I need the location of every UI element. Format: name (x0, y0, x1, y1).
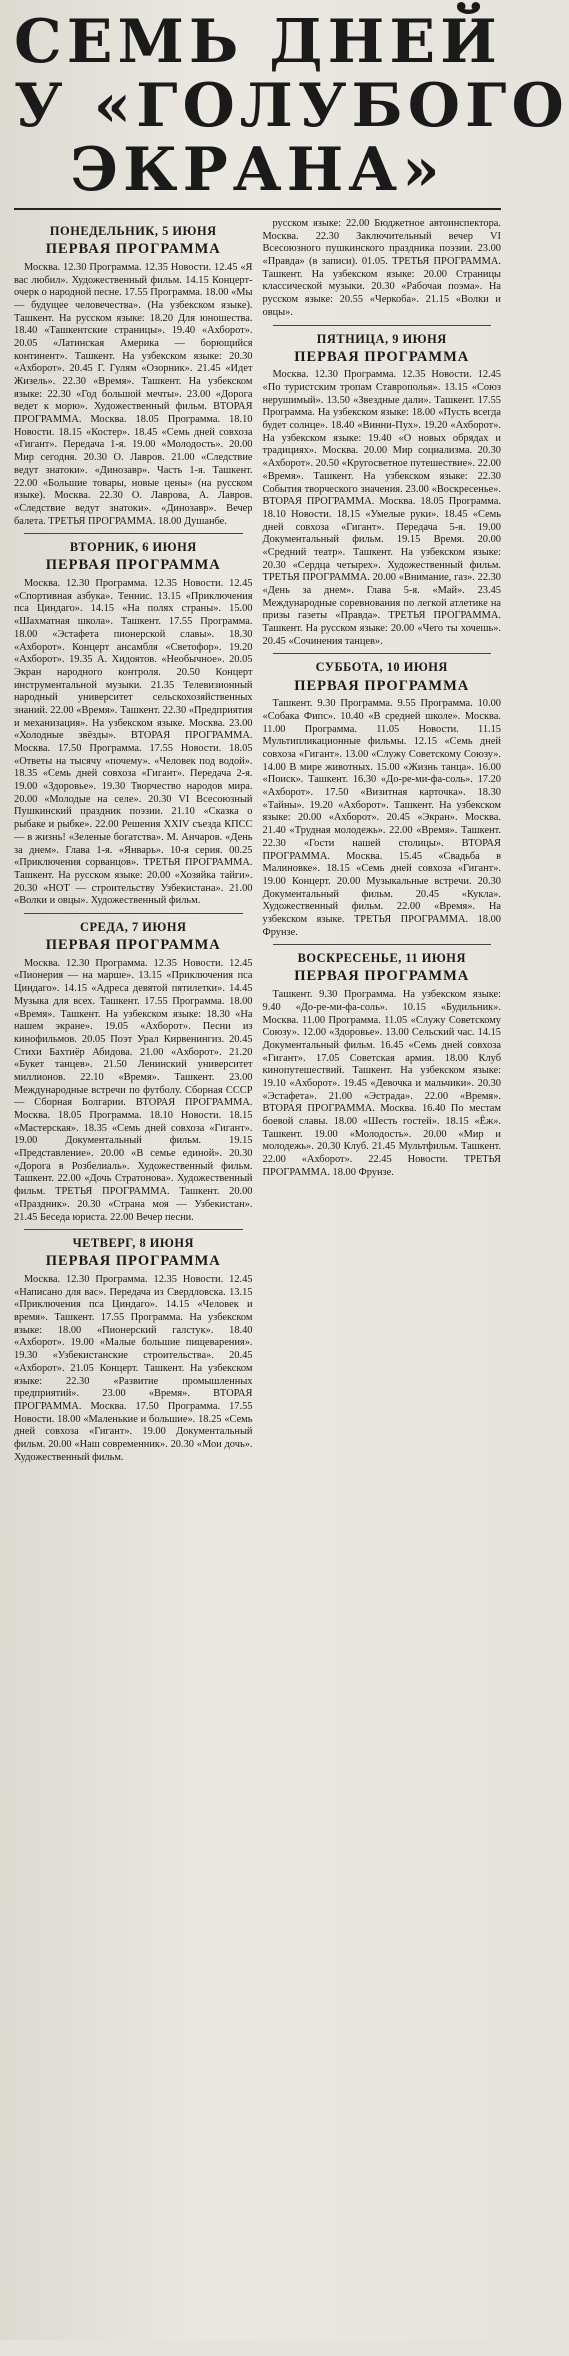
schedule-text: Москва. 12.30 Программа. 12.35 Новости. 12.45 «Я вас любил». Художественный фильм. 14.15 Концерт-очерк о народной песне. 17.55 Программа. 18.00 «Мы — будущее человечества». (На узбекском языке). Ташкент. На русском языке: 18.20 Для юношества. 18.40 «Ташкентские страницы». 19.40 «Ахборот». 20.05 «Латинская Америка — борющийся континент». Ташкент. На узбекском языке: 20.30 «Ахборот». 20.45 Г. Гулям «Озорник». 21.45 «Идет Жизель». 22.30 «Время». Ташкент. На узбекском языке: 22.30 «Год большой мечты». 23.00 «Дорога ведет к морю». Художественный фильм. ВТОРАЯ ПРОГРАММА. Москва. 18.05 Программа. 18.10 Новости. 18.15 «Костер». 18.45 «Семь дней совхоза «Гигант». Передача 1-я. 19.00 «Молодость». 20.00 Мир сегодня. 20.30 О. Лавров. 21.00 «Следствие ведут знатоки». «Динозавр». Часть 1-я. Ташкент. 22.00 «Большие товары, новые цены» (на русском языке). Москва. 22.30 О. Лаврова, А. Лавров. «Следствие ведут знатоки». «Динозавр». Вечер балета. ТРЕТЬЯ ПРОГРАММА. 18.00 Душанбе. (14, 261, 253, 527)
program-heading: ПЕРВАЯ ПРОГРАММА (45, 557, 221, 574)
section-divider (273, 653, 492, 654)
section-divider (273, 944, 492, 945)
section-divider (24, 533, 243, 534)
day-heading: ВТОРНИК, 6 ИЮНЯ (69, 540, 197, 555)
schedule-text: Москва. 12.30 Программа. 12.35 Новости. 12.45 «Спортивная азбука». Теннис. 13.15 «Приключения пса Циндаго». 14.15 «На полях страны». 15.00 «Шахматная школа». Ташкент. 17.55 Программа. 18.00 «Эстафета пионерской славы». 18.30 «Ахборот». Концерт ансамбля «Светофор». 19.20 «Ахборот». 19.35 А. Хидоятов. «Необычное». 20.05 Экран народного контроля. 20.50 Концерт инструментальной музыки. 21.35 Телевизионный народный университет сельскохозяйственных знаний. 22.00 «Время». Ташкент. 22.30 «Предприятия и механизация». На узбекском языке. Москва. 23.00 «Холодные звёзды». ВТОРАЯ ПРОГРАММА. Москва. 17.50 Программа. 17.55 Новости. 18.05 «Ответы на тысячу «почему». «Человек под водой». 18.35 «Семь дней совхоза «Гигант». Передача 2-я. 19.00 «Здоровье». 19.30 Творчество народов мира. 20.00 «Молодые на селе». 20.30 VI Всесоюзный Пушкинский праздник поэзии. 21.10 «Сказка о рыбаке и рыбке». 22.00 Решения XXIV съезда КПСС — в жизнь! «Зеленые богатства». М. Анчаров. «День за днем». Глава 1-я. «Январь». 10-я серия. 00.25 «Приключения сорванцов». ТРЕТЬЯ ПРОГРАММА. Ташкент. На русском языке: 20.00 «Хозяйка тайги». 20.30 «НОТ — строительству Узбекистана». 21.00 «Волки и овцы». Художественный фильм. (14, 578, 253, 907)
day-heading: СРЕДА, 7 ИЮНЯ (80, 919, 187, 934)
day-heading: ВОСКРЕСЕНЬЕ, 11 ИЮНЯ (297, 951, 466, 966)
program-heading: ПЕРВАЯ ПРОГРАММА (45, 937, 221, 954)
day-heading: ПЯТНИЦА, 9 ИЮНЯ (316, 331, 447, 346)
masthead (14, 7, 569, 210)
headline-line-3: ЭКРАНА» (70, 135, 445, 205)
program-heading: ПЕРВАЯ ПРОГРАММА (45, 1253, 221, 1270)
section-divider (24, 913, 243, 914)
schedule-text: Ташкент. 9.30 Программа. 9.55 Программа. 10.00 «Собака Фипс». 10.40 «В средней школе». Москва. 11.00 Программа. 11.05 Новости. 11.15 Мультипликационные фильмы. 12.15 «Семь дней совхоза «Гигант». 13.00 «Служу Советскому Союзу». 14.00 В мире животных. 15.00 «Жизнь танца». 16.00 «Поиск». Ташкент. 16.30 «До-ре-ми-фа-соль». 17.20 «Ахборот». 17.50 «Визитная карточка». 18.30 «Тайны». 19.20 «Ахборот». Ташкент. На узбекском языке: 20.00 «Ахборот». 20.45 «Экран». Москва. 21.40 «Трудная молодежь». 22.00 «Время». Ташкент. 22.30 «Гости нашей столицы». ВТОРАЯ ПРОГРАММА. Москва. 15.45 «Свадьба в Малиновке». 18.15 «Семь дней совхоза «Гигант». 19.00 Концерт. 20.00 Музыкальные встречи. 20.30 Документальный фильм. 20.45 «Кукла». Художественный фильм. 22.00 «Время». На узбекском языке. ТРЕТЬЯ ПРОГРАММА. 18.00 Фрунзе. (262, 698, 501, 938)
listing-columns (14, 218, 501, 2356)
schedule-text: Москва. 12.30 Программа. 12.35 Новости. 12.45 «По туристским тропам Ставрополья». 13.15 «Союз нерушимый». 13.50 «Звездные дали». Ташкент. 17.55 Программа. На узбекском языке: 18.00 «Пусть всегда будет солнце». 18.40 «Винни-Пух». 19.20 «Ахборот». На узбекском языке: 19.40 «О новых обрядах и традициях». Москва. 20.00 Мир социализма. 20.30 «Ахборот». 20.50 «Кругосветное путешествие». 22.00 «Время». Ташкент. На узбекском языке: 22.30 События творческого значения. 23.00 «Воскресенье». ВТОРАЯ ПРОГРАММА. Москва. 18.05 Программа. 18.10 Новости. 18.15 «Умелые руки». 18.45 «Семь дней совхоза «Гигант». Передача 5-я. 19.00 Документальный фильм. 19.15 Время. 20.00 «Средний театр». Ташкент. На узбекском языке: 20.30 «Сердца четырех». Художественный фильм. ТРЕТЬЯ ПРОГРАММА. 20.00 «Внимание, газ». 22.30 «День за днем». Глава 5-я. «Май». 23.45 Международные соревнования по легкой атлетике на призы газеты «Правда». ТРЕТЬЯ ПРОГРАММА. Ташкент. На русском языке: 20.00 «Чего ты хочешь». 20.45 «Сочинения танцев». (262, 369, 501, 647)
day-heading: ЧЕТВЕРГ, 8 ИЮНЯ (72, 1236, 194, 1251)
right-column (263, 218, 502, 2356)
schedule-text: Москва. 12.30 Программа. 12.35 Новости. 12.45 «Пионерия — на марше». 13.15 «Приключения пса Циндаго». 14.15 «Адреса девятой пятилетки». 14.45 Музыка для всех. Ташкент. 17.55 Программа. 18.00 «Время». Ташкент. На узбекском языке: 18.30 «На нашем экране». 19.05 «Ахборот». Песни из кинофильмов. 20.05 Поэт Урал Кирвенингиз. 20.45 Стихи Бахтиёр Абидова. 21.00 «Ахборот». 21.20 «Букет танцев». 21.50 Ленинский университет миллионов. 22.10 «Время». Ташкент. 23.00 Международные встречи по футболу. Сборная СССР — Сборная Болгарии. ВТОРАЯ ПРОГРАММА. Москва. 18.05 Программа. 18.10 Новости. 18.15 «Мастерская». 18.35 «Семь дней совхоза «Гигант». 19.00 Документальный фильм. 19.15 «Представление». 20.00 «В семье единой». 20.30 «Дорога в Розбелиаль». Художественный фильм. Ташкент. 22.00 «Дочь Стратонова». Художественный фильм. ТРЕТЬЯ ПРОГРАММА. Ташкент. 20.00 «Праздник». 20.30 «Страна моя — Узбекистан». 21.45 Беседа юриста. 22.00 Вечер песни. (14, 957, 253, 1223)
program-heading: ПЕРВАЯ ПРОГРАММА (294, 348, 470, 365)
program-heading: ПЕРВАЯ ПРОГРАММА (294, 677, 470, 694)
left-column (14, 218, 253, 2356)
headline-line-1: СЕМЬ ДНЕЙ (14, 7, 502, 77)
day-heading: ПОНЕДЕЛЬНИК, 5 ИЮНЯ (49, 224, 217, 238)
program-heading: ПЕРВАЯ ПРОГРАММА (294, 968, 470, 985)
day-heading: СУББОТА, 10 ИЮНЯ (315, 660, 448, 675)
schedule-text: русском языке: 22.00 Бюджетное автоинспектора. Москва. 22.30 Заключительный вечер VI Всесоюзного пушкинского праздника поэзии. 23.00 «Правда» (в записи). 01.05. ТРЕТЬЯ ПРОГРАММА. Ташкент. На узбекском языке: 20.00 Страницы классической музыки. 20.30 «Рабочая поэма». На русском языке: 20.55 «Черкоба». 21.15 «Волки и овцы». (262, 218, 501, 318)
schedule-text: Ташкент. 9.30 Программа. На узбекском языке: 9.40 «До-ре-ми-фа-соль». 10.15 «Будильник». Москва. 11.00 Программа. 11.05 «Служу Советскому Союзу». 12.00 «Здоровье». 13.00 Сельский час. 14.15 Документальный фильм. 16.45 «Семь дней совхоза «Гигант». 17.05 Советская армия. 18.00 Клуб кинопутешествий. Ташкент. На узбекском языке: 19.10 «Ахборот». 19.45 «Девочка и мальчики». 20.30 «Эстафета». 21.00 «Эстрада». 22.00 «Время». ВТОРАЯ ПРОГРАММА. Москва. 16.40 По местам боевой славы. 18.00 «Шесть гостей». 18.15 «Ёж». Ташкент. 19.00 «Молодость». 20.00 «Мир и молодежь». 20.30 Клуб. 21.45 Мультфильм. Ташкент. 22.00 «Ахборот». 22.45 Новости. ТРЕТЬЯ ПРОГРАММА. 18.00 Фрунзе. (262, 989, 501, 1178)
section-divider (24, 1229, 243, 1230)
section-divider (273, 325, 492, 326)
schedule-text: Москва. 12.30 Программа. 12.35 Новости. 12.45 «Написано для вас». Передача из Свердловска. 13.15 «Приключения пса Циндаго». 14.15 «Человек и время». Ташкент. 17.55 Программа. На узбекском языке: 18.00 «Пионерский галстук». 18.40 «Ахборот». 19.00 «Малые большие пищеварения». 19.30 «Узбекистанские строительства». 20.45 «Ахборот». 21.05 Концерт. Ташкент. На узбекском языке: 22.30 «Развитие промышленных предприятий». 23.00 «Время». ВТОРАЯ ПРОГРАММА. Москва. 17.50 Программа. 17.55 Новости. 18.00 «Маленькие и большие». 18.25 «Семь дней совхоза «Гигант». 19.00 Документальный фильм. 20.00 «Наш современник». 20.30 «Мои дочь». Художественный фильм. (14, 1274, 253, 1463)
headline-line-2: У «ГОЛУБОГО (14, 71, 569, 141)
program-heading: ПЕРВАЯ ПРОГРАММА (45, 241, 221, 258)
